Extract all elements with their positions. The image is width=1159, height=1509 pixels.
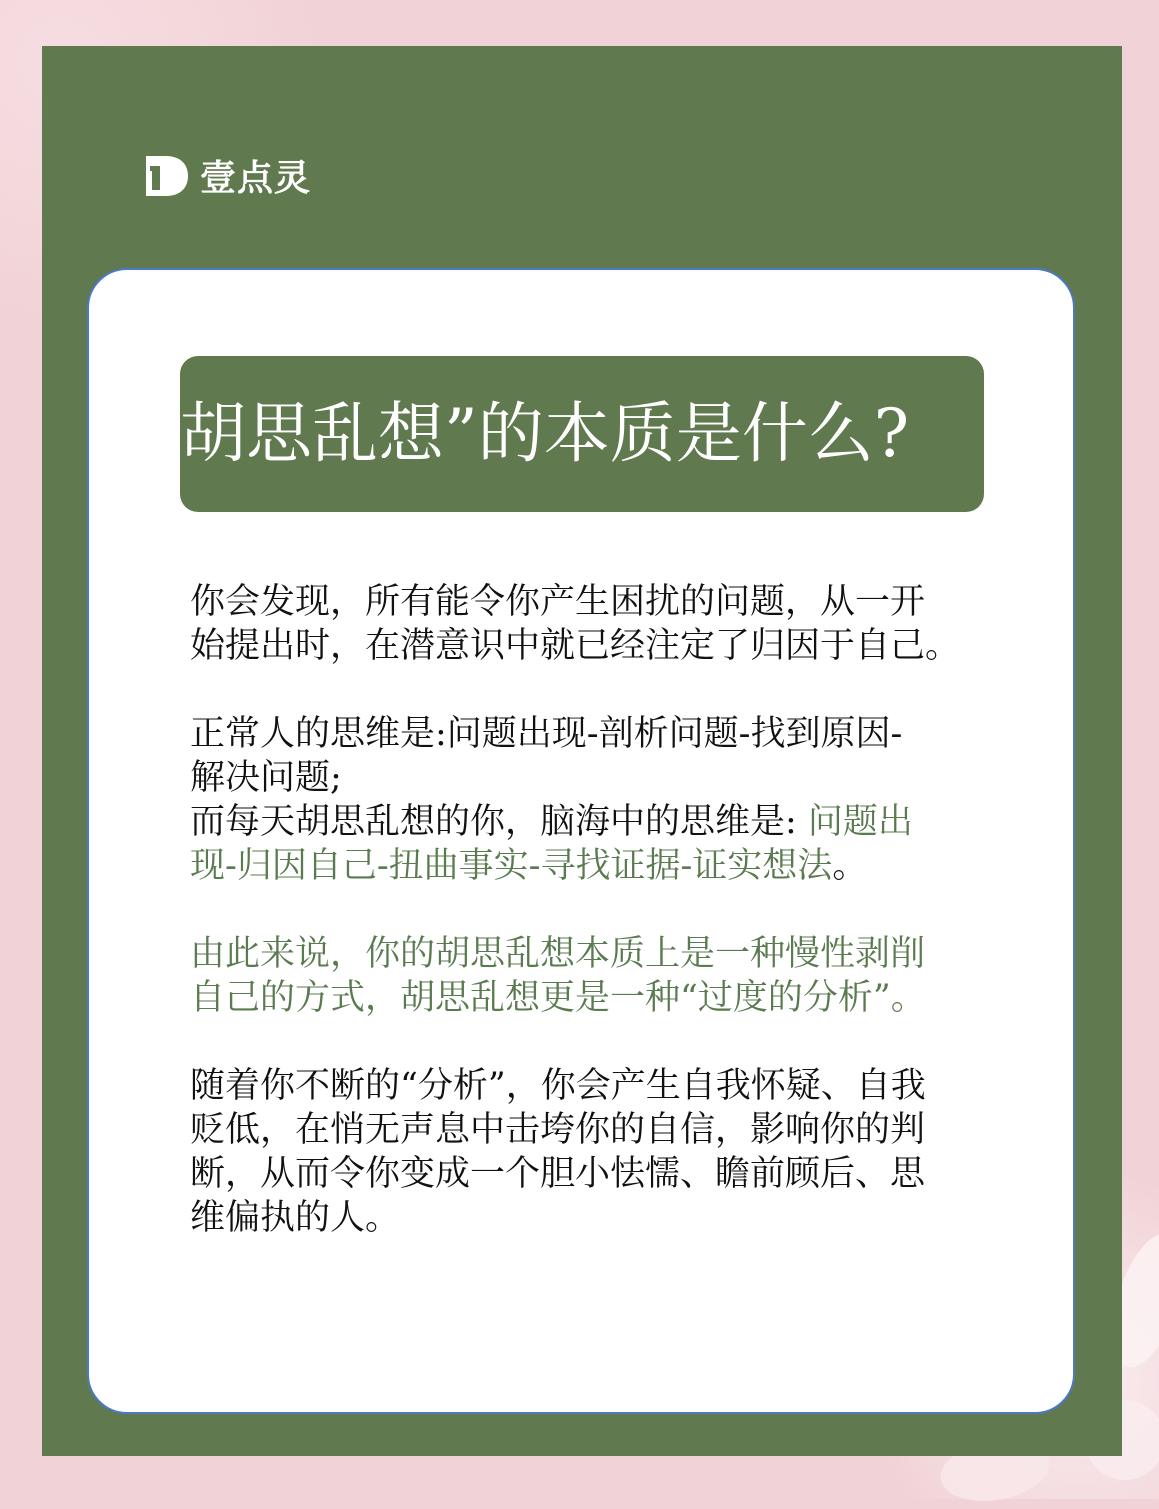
text-line: 断，从而令你变成一个胆小怯懦、瞻前顾后、思 <box>190 1154 926 1194</box>
text-line: 自己的方式，胡思乱想更是一种“过度的分析”。 <box>190 978 926 1018</box>
brand-logo-icon <box>142 152 190 200</box>
text-line: 你会发现，所有能令你产生困扰的问题，从一开 <box>190 582 926 622</box>
text-line: 维偏执的人。 <box>190 1198 401 1238</box>
highlighted-paragraph <box>190 932 960 1020</box>
text-line: 而每天胡思乱想的你，脑海中的思维是: <box>190 802 808 842</box>
article-body <box>190 580 960 1240</box>
paragraph-spacer <box>190 1020 960 1064</box>
title-banner <box>180 356 984 512</box>
text-line: 解决问题; <box>190 758 342 798</box>
paragraph <box>190 712 960 888</box>
highlighted-text: 问题出 <box>807 802 913 842</box>
highlighted-text: 现-归因自己-扭曲事实-寻找证据-证实想法 <box>190 846 833 886</box>
paragraph <box>190 1064 960 1240</box>
text-line: 始提出时，在潜意识中就已经注定了归因于自己。 <box>190 626 961 666</box>
brand-logo <box>142 150 311 201</box>
paragraph <box>190 580 960 668</box>
text-line: 随着你不断的“分析”，你会产生自我怀疑、自我 <box>190 1066 926 1106</box>
paragraph-spacer <box>190 888 960 932</box>
text-line: 贬低，在悄无声息中击垮你的自信，影响你的判 <box>190 1110 926 1150</box>
text-line: 由此来说，你的胡思乱想本质上是一种慢性剥削 <box>190 934 926 974</box>
paragraph-spacer <box>190 668 960 712</box>
brand-name: 壹点灵 <box>200 158 312 199</box>
text-line: 正常人的思维是:问题出现-剖析问题-找到原因- <box>190 714 903 754</box>
page-title: 胡思乱想”的本质是什么? <box>180 395 910 472</box>
text-line: 。 <box>832 846 868 886</box>
